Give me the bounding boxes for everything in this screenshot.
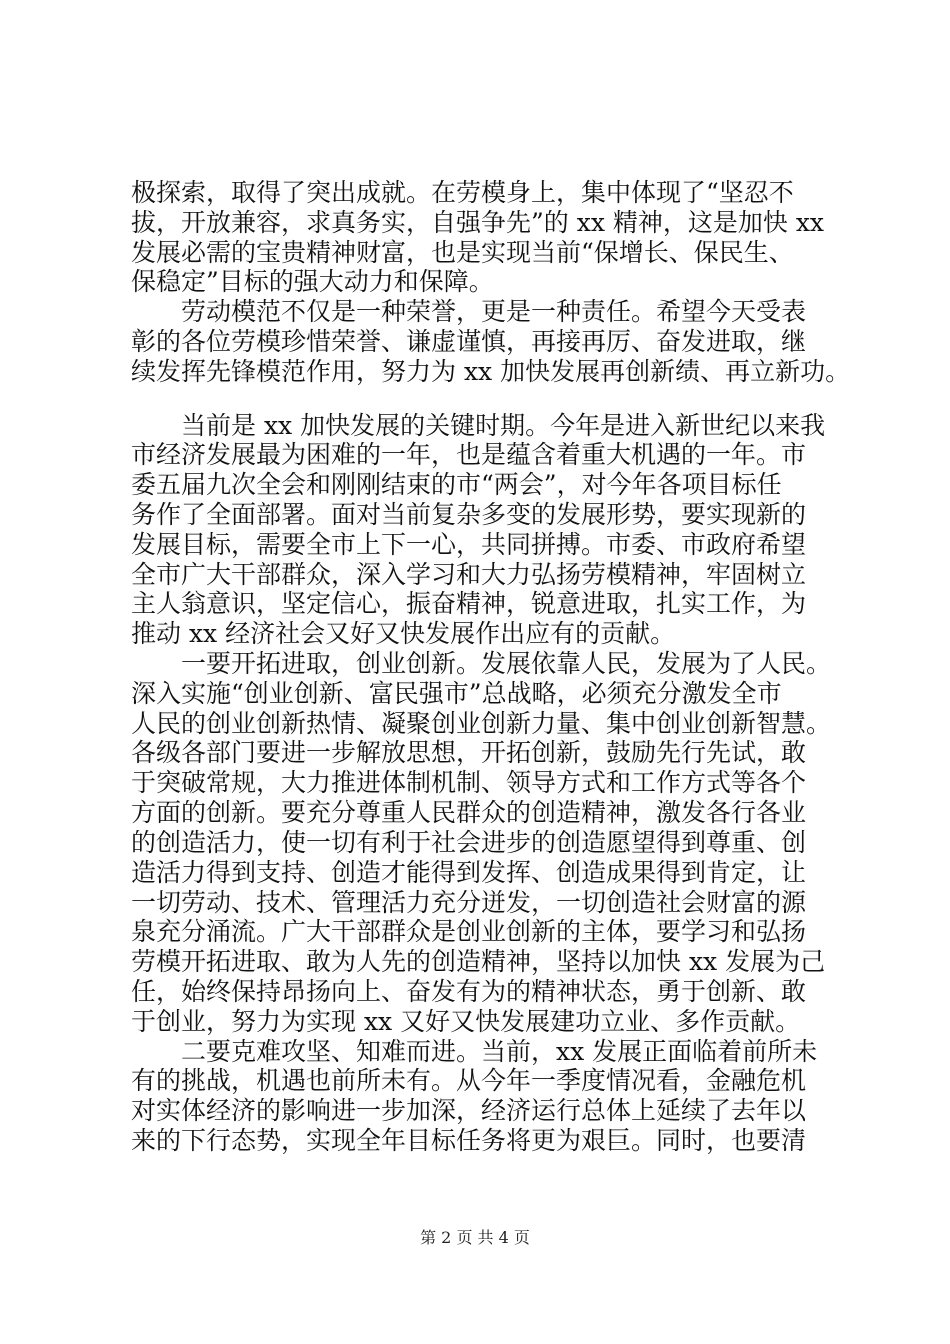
text-line: 全市广大干部群众，深入学习和大力弘扬劳模精神，牢固树立 bbox=[131, 560, 807, 589]
text-line: 一切劳动、技术、管理活力充分迸发，一切创造社会财富的源 bbox=[131, 888, 807, 917]
text-line: 造活力得到支持、创造才能得到发挥、创造成果得到肯定，让 bbox=[131, 858, 807, 887]
text-line: 续发挥先锋模范作用，努力为 xx 加快发展再创新绩、再立新功。 bbox=[131, 357, 851, 386]
text-line: 对实体经济的影响进一步加深，经济运行总体上延续了去年以 bbox=[131, 1096, 807, 1125]
text-line: 有的挑战，机遇也前所未有。从今年一季度情况看，金融危机 bbox=[131, 1066, 807, 1095]
text-line: 推动 xx 经济社会又好又快发展作出应有的贡献。 bbox=[131, 619, 676, 648]
text-line: 劳动模范不仅是一种荣誉，更是一种责任。希望今天受表 bbox=[131, 297, 807, 326]
text-line: 的创造活力，使一切有利于社会进步的创造愿望得到尊重、创 bbox=[131, 828, 807, 857]
text-line: 各级各部门要进一步解放思想，开拓创新，鼓励先行先试，敢 bbox=[131, 738, 807, 767]
text-line: 务作了全面部署。面对当前复杂多变的发展形势，要实现新的 bbox=[131, 500, 807, 529]
page-footer: 第 2 页 共 4 页 bbox=[420, 1228, 530, 1247]
text-line: 于创业，努力为实现 xx 又好又快发展建功立业、多作贡献。 bbox=[131, 1007, 801, 1036]
text-line: 劳模开拓进取、敢为人先的创造精神，坚持以加快 xx 发展为己 bbox=[131, 947, 826, 976]
text-line: 任，始终保持昂扬向上、奋发有为的精神状态，勇于创新、敢 bbox=[131, 977, 807, 1006]
text-line: 发展目标，需要全市上下一心，共同拼搏。市委、市政府希望 bbox=[131, 530, 807, 559]
text-line: 发展必需的宝贵精神财富，也是实现当前“保增长、保民生、 bbox=[131, 238, 794, 267]
text-line: 于突破常规，大力推进体制机制、领导方式和工作方式等各个 bbox=[131, 768, 807, 797]
text-line: 来的下行态势，实现全年目标任务将更为艰巨。同时，也要清 bbox=[131, 1126, 807, 1155]
text-line: 拔，开放兼容，求真务实，自强争先”的 xx 精神，这是加快 xx bbox=[131, 208, 825, 237]
text-line: 人民的创业创新热情、凝聚创业创新力量、集中创业创新智慧。 bbox=[131, 709, 832, 738]
text-line: 保稳定”目标的强大动力和保障。 bbox=[131, 267, 494, 296]
text-line: 极探索，取得了突出成就。在劳模身上，集中体现了“坚忍不 bbox=[131, 178, 794, 207]
text-line: 主人翁意识，坚定信心，振奋精神，锐意进取，扎实工作，为 bbox=[131, 589, 807, 618]
text-line: 一要开拓进取，创业创新。发展依靠人民，发展为了人民。 bbox=[131, 649, 832, 678]
text-line: 当前是 xx 加快发展的关键时期。今年是进入新世纪以来我 bbox=[131, 411, 826, 440]
text-line: 方面的创新。要充分尊重人民群众的创造精神，激发各行各业 bbox=[131, 798, 807, 827]
text-line: 市经济发展最为困难的一年，也是蕴含着重大机遇的一年。市 bbox=[131, 440, 807, 469]
text-line: 泉充分涌流。广大干部群众是创业创新的主体，要学习和弘扬 bbox=[131, 917, 807, 946]
text-line: 二要克难攻坚、知难而进。当前，xx 发展正面临着前所未 bbox=[131, 1037, 818, 1066]
text-line: 深入实施“创业创新、富民强市”总战略，必须充分激发全市 bbox=[131, 679, 782, 708]
text-line: 彰的各位劳模珍惜荣誉、谦虚谨慎，再接再厉、奋发进取，继 bbox=[131, 327, 807, 356]
text-line: 委五届九次全会和刚刚结束的市“两会”，对今年各项目标任 bbox=[131, 470, 782, 499]
